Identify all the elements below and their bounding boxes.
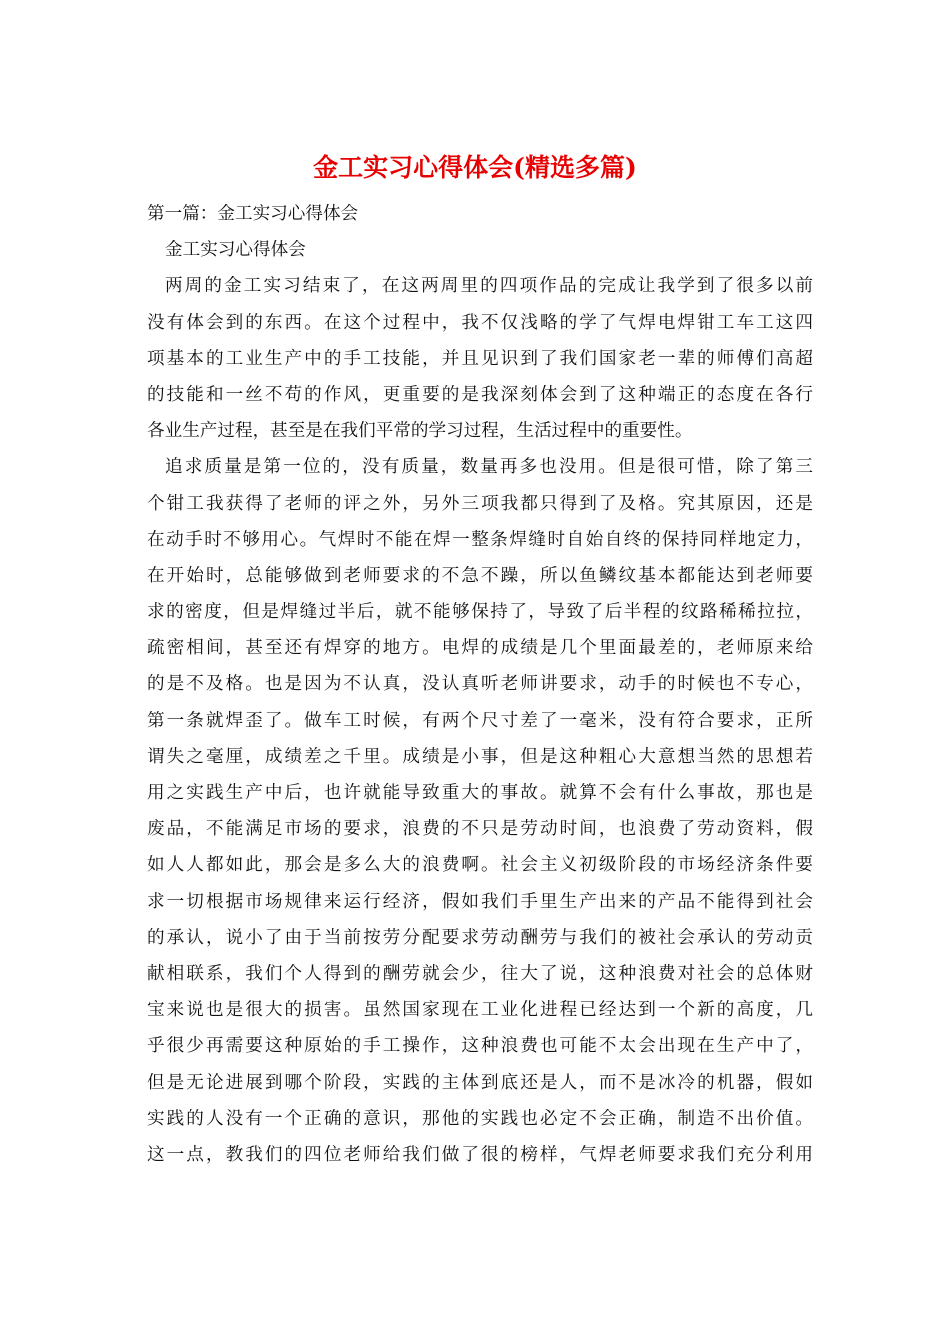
paragraph-line: 在开始时，总能够做到老师要求的不急不躁，所以鱼鳞纹基本都能达到老师要 bbox=[147, 565, 813, 586]
paragraph-line: 用之实践生产中后，也许就能导致重大的事故。就算不会有什么事故，那也是 bbox=[147, 783, 813, 803]
paragraph-line: 如人人都如此，那会是多么大的浪费啊。社会主义初级阶段的市场经济条件要 bbox=[147, 855, 813, 876]
subheading: 金工实习心得体会 bbox=[165, 240, 306, 261]
paragraph-line: 求一切根据市场规律来运行经济，假如我们手里生产出来的产品不能得到社会 bbox=[147, 891, 813, 912]
section-heading: 第一篇：金工实习心得体会 bbox=[147, 204, 359, 224]
paragraph-line: 求的密度，但是焊缝过半后，就不能够保持了，导致了后半程的纹路稀稀拉拉， bbox=[147, 602, 813, 623]
paragraph-line: 追求质量是第一位的，没有质量，数量再多也没用。但是很可惜，除了第三 bbox=[165, 457, 813, 478]
paragraph-line: 项基本的工业生产中的手工技能，并且见识到了我们国家老一辈的师傅们高超 bbox=[147, 348, 813, 369]
paragraph-line: 谓失之毫厘，成绩差之千里。成绩是小事，但是这种粗心大意想当然的思想若 bbox=[147, 746, 813, 767]
paragraph-line: 的承认，说小了由于当前按劳分配要求劳动酬劳与我们的被社会承认的劳动贡 bbox=[147, 927, 813, 948]
paragraph-line: 这一点，教我们的四位老师给我们做了很的榜样，气焊老师要求我们充分利用 bbox=[147, 1144, 813, 1165]
paragraph-line: 第一条就焊歪了。做车工时候，有两个尺寸差了一毫米，没有符合要求，正所 bbox=[147, 710, 813, 731]
paragraph-line: 各业生产过程，甚至是在我们平常的学习过程，生活过程中的重要性。 bbox=[147, 421, 693, 442]
paragraph-line: 疏密相间，甚至还有焊穿的地方。电焊的成绩是几个里面最差的，老师原来给 bbox=[147, 638, 813, 659]
paragraph bbox=[147, 449, 813, 1173]
paragraph-line: 宝来说也是很大的损害。虽然国家现在工业化进程已经达到一个新的高度，几 bbox=[147, 1000, 813, 1021]
paragraph-line: 献相联系，我们个人得到的酬劳就会少，往大了说，这种浪费对社会的总体财 bbox=[147, 963, 813, 984]
paragraph-line: 废品，不能满足市场的要求，浪费的不只是劳动时间，也浪费了劳动资料，假 bbox=[147, 819, 813, 840]
paragraph-line: 两周的金工实习结束了，在这两周里的四项作品的完成让我学到了很多以前 bbox=[165, 276, 813, 297]
paragraph-line: 乎很少再需要这种原始的手工操作，这种浪费也可能不太会出现在生产中了， bbox=[147, 1036, 813, 1057]
paragraph-line: 没有体会到的东西。在这个过程中，我不仅浅略的学了气焊电焊钳工车工这四 bbox=[147, 312, 813, 333]
paragraph-line: 个钳工我获得了老师的评之外，另外三项我都只得到了及格。究其原因，还是 bbox=[147, 493, 813, 514]
document-body bbox=[147, 196, 813, 1173]
paragraph-line: 实践的人没有一个正确的意识，那他的实践也必定不会正确，制造不出价值。 bbox=[147, 1108, 813, 1129]
paragraph-line: 在动手时不够用心。气焊时不能在焊一整条焊缝时自始自终的保持同样地定力， bbox=[147, 529, 813, 550]
paragraph-line: 但是无论进展到哪个阶段，实践的主体到底还是人，而不是冰冷的机器，假如 bbox=[147, 1072, 813, 1093]
document-title: 金工实习心得体会(精选多篇) bbox=[313, 153, 637, 182]
paragraph-line: 的技能和一丝不苟的作风，更重要的是我深刻体会到了这种端正的态度在各行 bbox=[147, 384, 813, 405]
paragraph-line: 的是不及格。也是因为不认真，没认真听老师讲要求，动手的时候也不专心， bbox=[147, 674, 813, 695]
paragraph bbox=[147, 268, 813, 449]
